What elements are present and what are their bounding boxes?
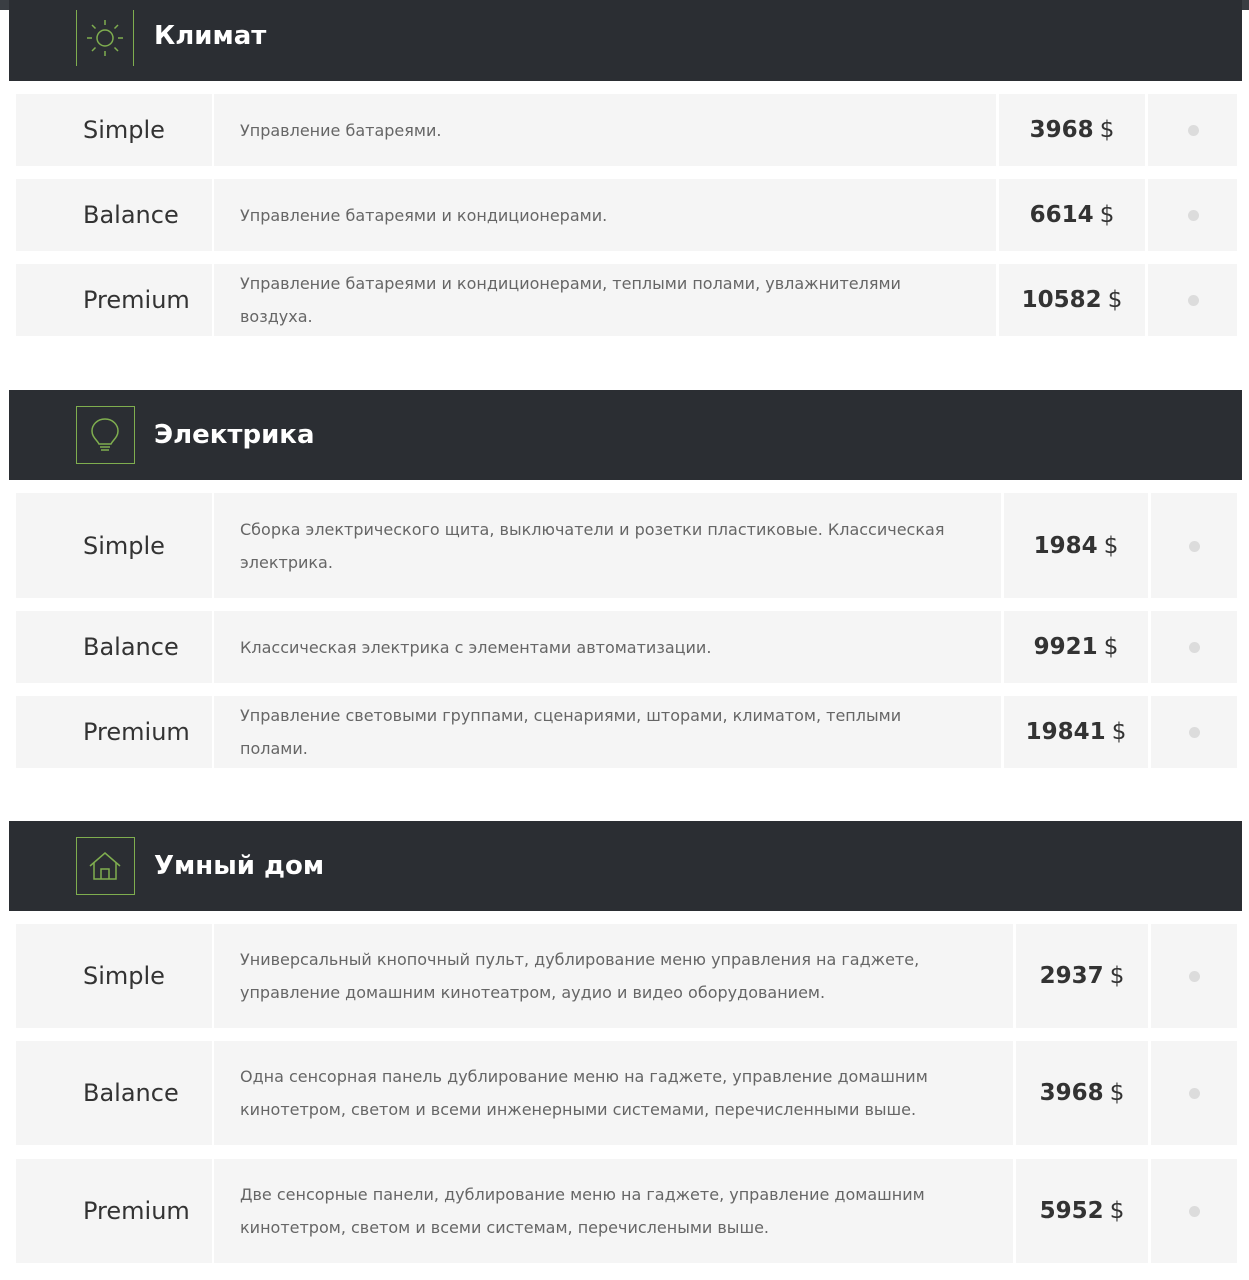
tier-description: Сборка электрического щита, выключатели и розетки пластиковые. Классическая электрика.: [240, 519, 945, 572]
tier-price: 19841 $: [1025, 719, 1127, 745]
tier-price: 5952 $: [1039, 1198, 1125, 1224]
home-icon: [76, 837, 135, 895]
tier-name: Premium: [83, 718, 190, 746]
section-title: Умный дом: [154, 851, 325, 881]
tier-price: 6614 $: [1029, 202, 1115, 228]
price-row[interactable]: [16, 493, 1237, 598]
tier-name: Premium: [83, 286, 190, 314]
tier-name: Balance: [83, 201, 179, 229]
tier-description: Одна сенсорная панель дублирование меню на гаджете, управление домашним кинотетром, светом и всеми инженерными системами, перечисленными выше.: [240, 1067, 928, 1119]
select-dot[interactable]: [1188, 295, 1199, 306]
tier-description: Управление батареями.: [240, 120, 442, 140]
section-header: [9, 390, 1242, 480]
select-dot[interactable]: [1188, 125, 1199, 136]
tier-price: 3968 $: [1039, 1080, 1125, 1106]
section-header: [9, 821, 1242, 911]
tier-price: 1984 $: [1033, 532, 1119, 559]
section-title: Электрика: [154, 420, 315, 450]
select-dot[interactable]: [1188, 210, 1199, 221]
tier-description: Классическая электрика с элементами автоматизации.: [240, 637, 712, 657]
tier-description: Управление батареями и кондиционерами.: [240, 205, 608, 225]
tier-name: Premium: [83, 1197, 190, 1225]
tier-name: Simple: [83, 116, 165, 144]
tier-description: Управление батареями и кондиционерами, теплыми полами, увлажнителями воздуха.: [240, 274, 901, 326]
tier-price: 2937 $: [1039, 963, 1125, 989]
tier-name: Simple: [83, 531, 165, 560]
price-row[interactable]: [16, 1041, 1237, 1145]
section-header: [9, 0, 1242, 81]
tier-description: Управление световыми группами, сценариями, шторами, климатом, теплыми полами.: [240, 706, 902, 758]
price-row[interactable]: [16, 94, 1237, 166]
tier-name: Balance: [83, 633, 179, 661]
price-row[interactable]: [16, 924, 1237, 1028]
tier-price: 10582 $: [1021, 287, 1123, 313]
price-row[interactable]: [16, 696, 1237, 768]
tier-description: Две сенсорные панели, дублирование меню на гаджете, управление домашним кинотетром, светом и всеми системам, перечислеными выше.: [240, 1185, 925, 1237]
select-dot[interactable]: [1189, 1088, 1200, 1099]
select-dot[interactable]: [1189, 541, 1200, 552]
tier-description: Универсальный кнопочный пульт, дублирование меню управления на гаджете, управление домашним кинотеатром, аудио и видео оборудованием.: [240, 950, 920, 1002]
price-row[interactable]: [16, 264, 1237, 336]
price-row[interactable]: [16, 179, 1237, 251]
select-dot[interactable]: [1189, 642, 1200, 653]
select-dot[interactable]: [1189, 1206, 1200, 1217]
price-row[interactable]: [16, 611, 1237, 683]
sun-icon: [76, 10, 134, 66]
tier-price: 9921 $: [1033, 634, 1119, 660]
section-title: Климат: [154, 21, 267, 51]
price-row[interactable]: [16, 1159, 1237, 1263]
select-dot[interactable]: [1189, 971, 1200, 982]
tier-price: 3968 $: [1029, 117, 1115, 143]
tier-name: Balance: [83, 1079, 179, 1107]
lightbulb-icon: [76, 406, 135, 464]
select-dot[interactable]: [1189, 727, 1200, 738]
tier-name: Simple: [83, 962, 165, 990]
